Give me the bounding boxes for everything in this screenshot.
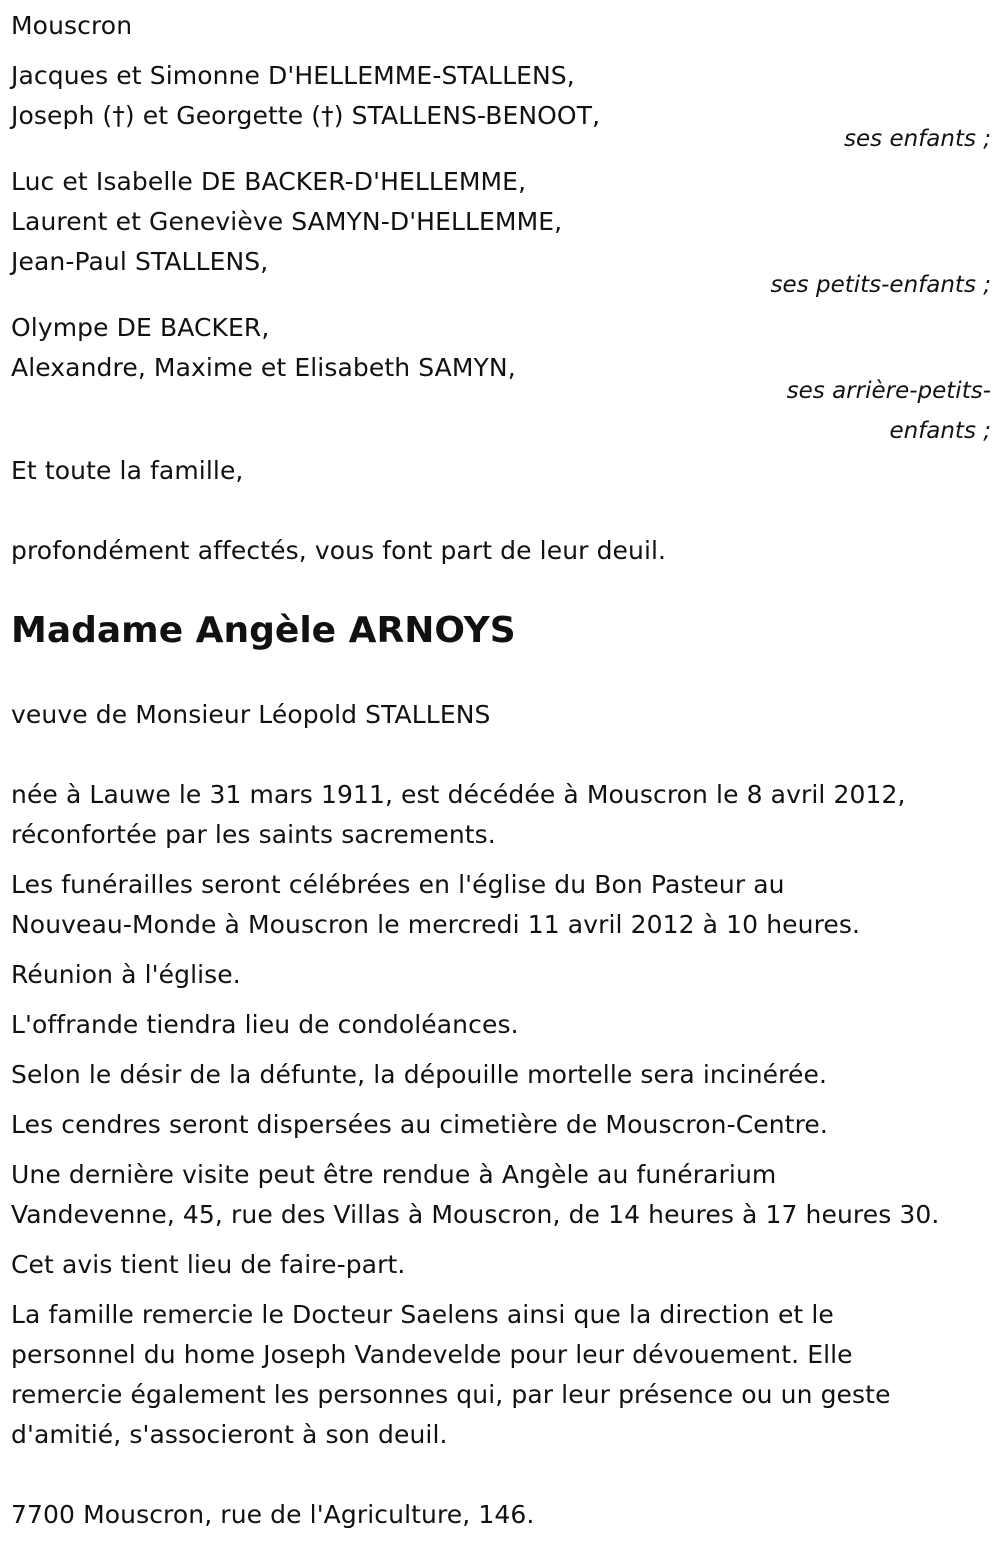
great-grandchildren-name-1: Olympe DE BACKER, bbox=[11, 313, 270, 342]
cremation-line: Selon le désir de la défunte, la dépouille mortelle sera incinérée. bbox=[11, 1060, 827, 1089]
thanks-line-2: personnel du home Joseph Vandevelde pour leur dévouement. Elle bbox=[11, 1340, 853, 1369]
thanks-line-1: La famille remercie le Docteur Saelens ainsi que la direction et le bbox=[11, 1300, 834, 1329]
grandchildren-name-1: Luc et Isabelle DE BACKER-D'HELLEMME, bbox=[11, 167, 527, 196]
children-name-1: Jacques et Simonne D'HELLEMME-STALLENS, bbox=[11, 61, 575, 90]
birth-death-line-2: réconfortée par les saints sacrements. bbox=[11, 820, 496, 849]
announcement-line: profondément affectés, vous font part de leur deuil. bbox=[11, 536, 667, 565]
grandchildren-block bbox=[11, 162, 991, 305]
deceased-name: Madame Angèle ARNOYS bbox=[11, 610, 516, 651]
thanks-line-3: remercie également les personnes qui, par leur présence ou un geste bbox=[11, 1380, 891, 1409]
address-line: 7700 Mouscron, rue de l'Agriculture, 146. bbox=[11, 1500, 535, 1529]
widow-of-line: veuve de Monsieur Léopold STALLENS bbox=[11, 700, 491, 729]
grandchildren-role: ses petits-enfants ; bbox=[770, 272, 991, 298]
city-heading: Mouscron bbox=[11, 11, 133, 40]
visit-line-1: Une dernière visite peut être rendue à Angèle au funérarium bbox=[11, 1160, 777, 1189]
children-role: ses enfants ; bbox=[844, 126, 991, 152]
thanks-paragraph bbox=[11, 1295, 991, 1455]
funeral-paragraph bbox=[11, 865, 991, 945]
family-line: Et toute la famille, bbox=[11, 456, 244, 485]
funeral-line-2: Nouveau-Monde à Mouscron le mercredi 11 avril 2012 à 10 heures. bbox=[11, 910, 861, 939]
great-grandchildren-block bbox=[11, 308, 991, 451]
children-name-2: Joseph (†) et Georgette (†) STALLENS-BENOOT, bbox=[11, 101, 601, 130]
visit-paragraph bbox=[11, 1155, 991, 1235]
meeting-line: Réunion à l'église. bbox=[11, 960, 241, 989]
great-grandchildren-role-1: ses arrière-petits- bbox=[786, 378, 991, 404]
birth-death-line-1: née à Lauwe le 31 mars 1911, est décédée à Mouscron le 8 avril 2012, bbox=[11, 780, 906, 809]
great-grandchildren-role-2: enfants ; bbox=[889, 418, 991, 444]
birth-death-paragraph bbox=[11, 775, 991, 855]
death-notice bbox=[11, 0, 991, 1535]
grandchildren-name-3: Jean-Paul STALLENS, bbox=[11, 247, 269, 276]
funeral-line-1: Les funérailles seront célébrées en l'église du Bon Pasteur au bbox=[11, 870, 785, 899]
notice-line: Cet avis tient lieu de faire-part. bbox=[11, 1250, 406, 1279]
great-grandchildren-name-2: Alexandre, Maxime et Elisabeth SAMYN, bbox=[11, 353, 516, 382]
visit-line-2: Vandevenne, 45, rue des Villas à Mouscron, de 14 heures à 17 heures 30. bbox=[11, 1200, 940, 1229]
thanks-line-4: d'amitié, s'associeront à son deuil. bbox=[11, 1420, 448, 1449]
offering-line: L'offrande tiendra lieu de condoléances. bbox=[11, 1010, 519, 1039]
ashes-line: Les cendres seront dispersées au cimetière de Mouscron-Centre. bbox=[11, 1110, 828, 1139]
grandchildren-name-2: Laurent et Geneviève SAMYN-D'HELLEMME, bbox=[11, 207, 563, 236]
children-block bbox=[11, 56, 991, 159]
